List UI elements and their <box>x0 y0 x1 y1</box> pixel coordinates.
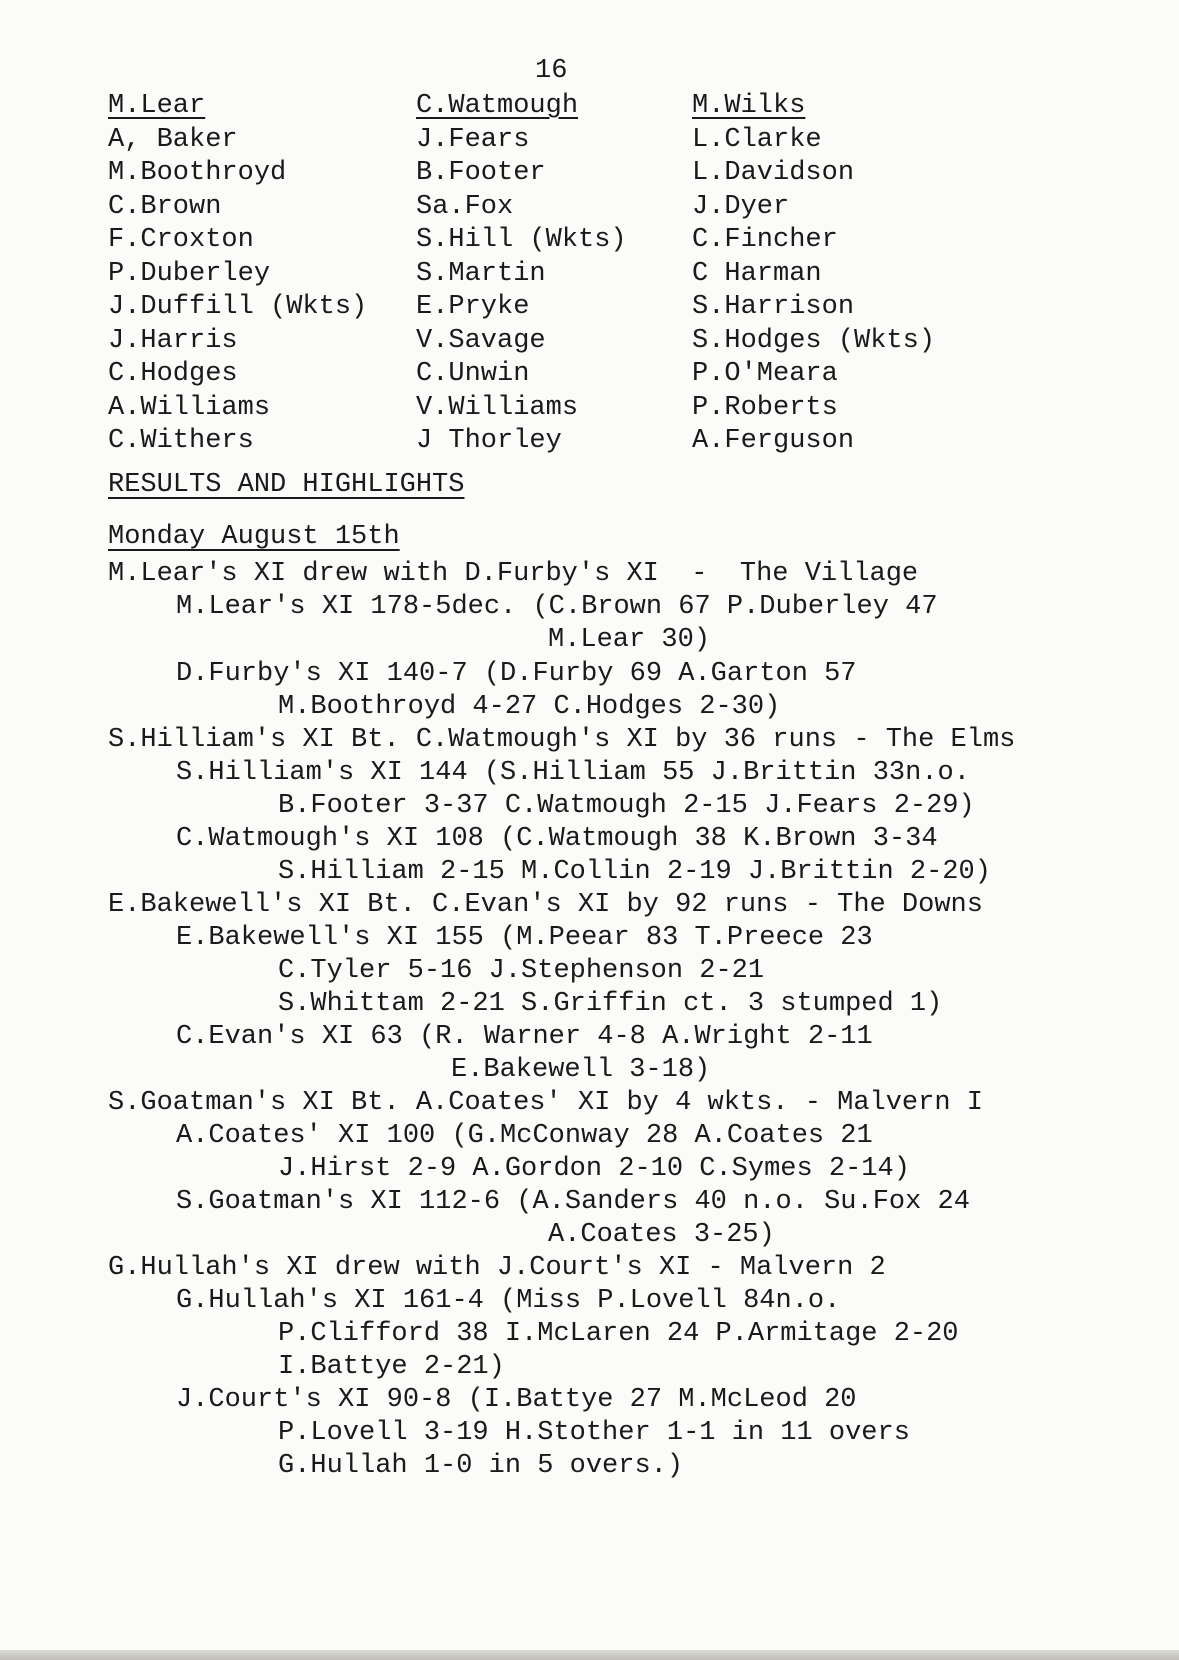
match-heading: E.Bakewell's XI Bt. C.Evan's XI by 92 runs - The Downs <box>108 890 983 920</box>
player-name: C.Brown <box>108 191 222 222</box>
player-name: S.Martin <box>416 258 546 289</box>
team-list-wilks <box>692 90 935 459</box>
innings-line: S.Hilliam 2-15 M.Collin 2-19 J.Brittin 2-20) <box>278 857 991 887</box>
player-name: C.Withers <box>108 426 254 456</box>
section-heading: RESULTS AND HIGHLIGHTS <box>108 470 465 500</box>
player-name: M.Boothroyd <box>108 158 287 188</box>
player-name: J.Fears <box>416 124 530 155</box>
player-name: J.Duffill (Wkts) <box>108 292 368 322</box>
player-name: S.Hodges (Wkts) <box>692 325 936 356</box>
innings-line: A.Coates 3-25) <box>548 1220 775 1250</box>
innings-line: C.Watmough's XI 108 (C.Watmough 38 K.Brown 3-34 <box>176 824 938 854</box>
player-name: L.Davidson <box>692 158 855 188</box>
team-captain: M.Wilks <box>692 91 806 121</box>
player-name: J.Dyer <box>692 191 790 222</box>
player-name: S.Harrison <box>692 292 855 322</box>
match-heading: G.Hullah's XI drew with J.Court's XI - Malvern 2 <box>108 1253 886 1283</box>
team-list-watmough <box>416 90 627 459</box>
player-name: C.Hodges <box>108 359 238 389</box>
match-heading: S.Goatman's XI Bt. A.Coates' XI by 4 wkts. - Malvern I <box>108 1088 983 1118</box>
innings-line: P.Lovell 3-19 H.Stother 1-1 in 11 overs <box>278 1418 910 1448</box>
innings-line: B.Footer 3-37 C.Watmough 2-15 J.Fears 2-29) <box>278 791 975 821</box>
player-name: A, Baker <box>108 124 238 155</box>
team-captain: M.Lear <box>108 91 206 121</box>
player-name: P.Roberts <box>692 392 838 423</box>
scan-edge <box>0 1650 1179 1660</box>
player-name: E.Pryke <box>416 292 530 322</box>
player-name: F.Croxton <box>108 225 254 255</box>
player-name: P.O'Meara <box>692 359 838 389</box>
player-name: C.Fincher <box>692 225 838 255</box>
player-name: C.Unwin <box>416 359 530 389</box>
innings-line: S.Hilliam's XI 144 (S.Hilliam 55 J.Brittin 33n.o. <box>176 758 970 788</box>
innings-line: I.Battye 2-21) <box>278 1352 505 1382</box>
innings-line: M.Boothroyd 4-27 C.Hodges 2-30) <box>278 692 781 722</box>
player-name: B.Footer <box>416 158 546 188</box>
player-name: J Thorley <box>416 426 562 456</box>
innings-line: P.Clifford 38 I.McLaren 24 P.Armitage 2-20 <box>278 1319 959 1349</box>
player-name: A.Williams <box>108 392 271 423</box>
match-heading: M.Lear's XI drew with D.Furby's XI - The Village <box>108 559 919 589</box>
player-name: V.Savage <box>416 325 546 356</box>
innings-line: J.Hirst 2-9 A.Gordon 2-10 C.Symes 2-14) <box>278 1154 910 1184</box>
innings-line: S.Goatman's XI 112-6 (A.Sanders 40 n.o. Su.Fox 24 <box>176 1187 970 1217</box>
innings-line: E.Bakewell's XI 155 (M.Peear 83 T.Preece 23 <box>176 923 873 953</box>
innings-line: C.Evan's XI 63 (R. Warner 4-8 A.Wright 2-11 <box>176 1022 873 1052</box>
player-name: V.Williams <box>416 392 579 423</box>
player-name: L.Clarke <box>692 124 822 155</box>
player-name: P.Duberley <box>108 258 271 289</box>
date-heading: Monday August 15th <box>108 522 400 552</box>
innings-line: M.Lear's XI 178-5dec. (C.Brown 67 P.Duberley 47 <box>176 592 938 622</box>
innings-line: S.Whittam 2-21 S.Griffin ct. 3 stumped 1) <box>278 989 943 1019</box>
innings-line: M.Lear 30) <box>548 625 711 655</box>
player-name: Sa.Fox <box>416 191 514 222</box>
innings-line: D.Furby's XI 140-7 (D.Furby 69 A.Garton 57 <box>176 659 857 689</box>
innings-line: C.Tyler 5-16 J.Stephenson 2-21 <box>278 956 765 986</box>
team-captain: C.Watmough <box>416 91 579 121</box>
innings-line: G.Hullah's XI 161-4 (Miss P.Lovell 84n.o. <box>176 1286 841 1316</box>
team-list-lear <box>108 90 367 459</box>
innings-line: A.Coates' XI 100 (G.McConway 28 A.Coates 21 <box>176 1121 873 1151</box>
innings-line: E.Bakewell 3-18) <box>451 1055 711 1085</box>
page-number: 16 <box>535 56 568 86</box>
player-name: C Harman <box>692 258 822 289</box>
innings-line: G.Hullah 1-0 in 5 overs.) <box>278 1451 684 1481</box>
player-name: A.Ferguson <box>692 426 855 456</box>
player-name: S.Hill (Wkts) <box>416 225 627 255</box>
match-heading: S.Hilliam's XI Bt. C.Watmough's XI by 36 runs - The Elms <box>108 725 1016 755</box>
innings-line: J.Court's XI 90-8 (I.Battye 27 M.McLeod 20 <box>176 1385 857 1415</box>
player-name: J.Harris <box>108 325 238 356</box>
